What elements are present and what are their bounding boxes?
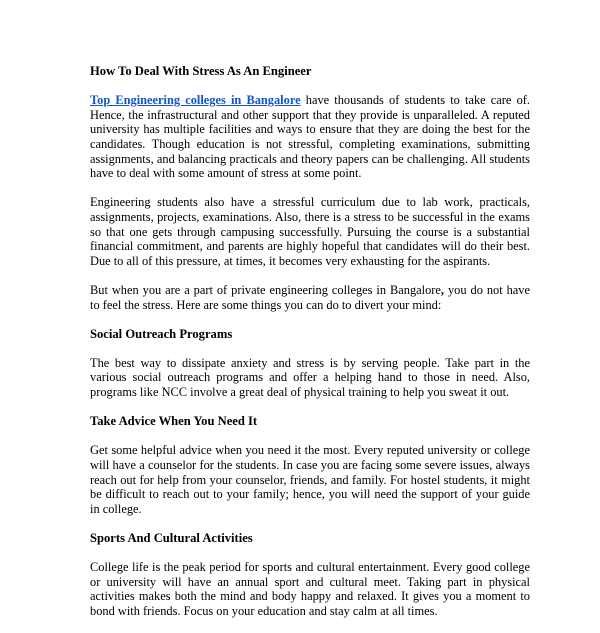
article-title: How To Deal With Stress As An Engineer — [90, 64, 312, 78]
intro-paragraph — [90, 93, 530, 181]
sports-cultural-paragraph: College life is the peak period for sports and cultural entertainment. Every good college or university will have an annual sport and cultural meet. Taking part in physical activities makes both the mind and body happy and relaxed. It gives you a moment to bond with friends. Focus on your education and stay calm at all times. — [90, 560, 530, 618]
social-outreach-paragraph: The best way to dissipate anxiety and stress is by serving people. Take part in the various social outreach programs and offer a helping hand to those in need. Also, programs like NCC involve a great deal of physical training to help you sweat it out. — [90, 355, 530, 400]
bangalore-colleges-link[interactable]: Top Engineering colleges in Bangalore — [90, 93, 301, 108]
divert-paragraph-after: you do not have to feel the stress. Here are some things you can do to divert your mind: — [90, 282, 530, 312]
section-heading-social-outreach: Social Outreach Programs — [90, 326, 233, 341]
divert-paragraph-before: But when you are a part of private engineering colleges in Bangalore — [90, 282, 441, 297]
section-heading-take-advice: Take Advice When You Need It — [90, 414, 258, 429]
divert-paragraph — [90, 283, 530, 312]
curriculum-paragraph: Engineering students also have a stressful curriculum due to lab work, practicals, assignments, projects, examinations. Also, there is a stress to be successful in the exams so that one gets through campusing successfully. Pursuing the course is a substantial financial commitment, and parents are highly hopeful that candidates will do their best. Due to all of this pressure, at times, it becomes very exhausting for the aspirants. — [90, 195, 530, 268]
document-page — [90, 64, 530, 633]
divert-paragraph-bold-comma: , — [440, 282, 445, 297]
intro-paragraph-text: have thousands of students to take care of. Hence, the infrastructural and other support that they provide is unparalleled. A reputed university has multiple facilities and ways to ensure that they are doing the best for the candidates. Though education is not stressful, completing examinations, submitting assignments, and balancing practicals and theory papers can be challenging. All students have to deal with some amount of stress at some point. — [90, 93, 530, 181]
take-advice-paragraph: Get some helpful advice when you need it the most. Every reputed university or college will have a counselor for the students. In case you are facing some severe issues, always reach out for help from your counselor, friends, and family. For hostel students, it might be difficult to reach out to your family; hence, you will need the support of your guide in college. — [90, 443, 530, 516]
section-heading-sports-cultural: Sports And Cultural Activities — [90, 531, 253, 545]
